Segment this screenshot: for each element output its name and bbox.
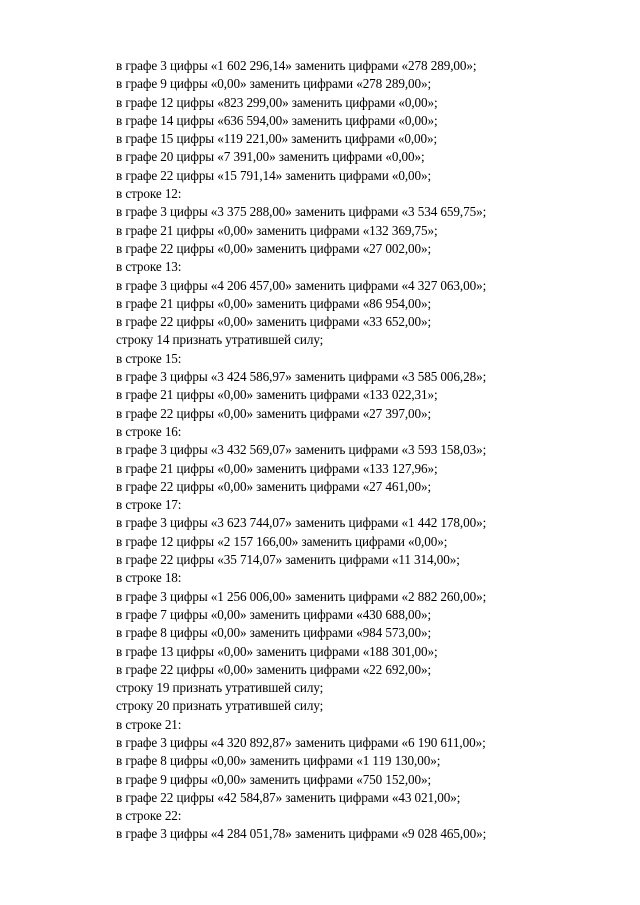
document-line: строку 20 признать утратившей силу; — [116, 698, 324, 714]
document-line: в строке 13: — [116, 259, 182, 275]
document-line: в графе 3 цифры «3 623 744,07» заменить цифрами «1 442 178,00»; — [116, 515, 487, 531]
document-line: в строке 17: — [116, 497, 182, 513]
document-line: в графе 22 цифры «42 584,87» заменить цифрами «43 021,00»; — [116, 789, 461, 805]
document-line: в графе 12 цифры «2 157 166,00» заменить цифрами «0,00»; — [116, 533, 448, 549]
document-line: в графе 13 цифры «0,00» заменить цифрами «188 301,00»; — [116, 643, 438, 659]
document-line: в графе 12 цифры «823 299,00» заменить цифрами «0,00»; — [116, 94, 438, 110]
document-line: в графе 22 цифры «0,00» заменить цифрами «22 692,00»; — [116, 661, 432, 677]
document-line: в строке 15: — [116, 350, 182, 366]
document-line: в графе 8 цифры «0,00» заменить цифрами «1 119 130,00»; — [116, 753, 441, 769]
document-line: в строке 22: — [116, 808, 182, 824]
document-line: в графе 21 цифры «0,00» заменить цифрами «133 022,31»; — [116, 387, 438, 403]
document-line: строку 19 признать утратившей силу; — [116, 680, 324, 696]
document-line: в графе 8 цифры «0,00» заменить цифрами «984 573,00»; — [116, 625, 432, 641]
document-line: в графе 20 цифры «7 391,00» заменить цифрами «0,00»; — [116, 149, 425, 165]
document-line: в графе 9 цифры «0,00» заменить цифрами «278 289,00»; — [116, 76, 432, 92]
document-line: в графе 3 цифры «4 206 457,00» заменить цифрами «4 327 063,00»; — [116, 277, 487, 293]
document-line: в графе 22 цифры «0,00» заменить цифрами «33 652,00»; — [116, 314, 432, 330]
document-body — [116, 57, 576, 844]
document-line: в графе 9 цифры «0,00» заменить цифрами «750 152,00»; — [116, 771, 432, 787]
document-line: в графе 22 цифры «35 714,07» заменить цифрами «11 314,00»; — [116, 552, 460, 568]
document-line: в строке 21: — [116, 716, 182, 732]
document-line: в графе 22 цифры «0,00» заменить цифрами «27 002,00»; — [116, 240, 432, 256]
document-line: в строке 12: — [116, 186, 182, 202]
document-line: в графе 21 цифры «0,00» заменить цифрами «133 127,96»; — [116, 460, 438, 476]
document-line: в графе 3 цифры «4 284 051,78» заменить цифрами «9 028 465,00»; — [116, 826, 487, 842]
document-line: в графе 3 цифры «3 424 586,97» заменить цифрами «3 585 006,28»; — [116, 369, 487, 385]
document-line: в графе 3 цифры «3 375 288,00» заменить цифрами «3 534 659,75»; — [116, 204, 487, 220]
document-line: в графе 15 цифры «119 221,00» заменить цифрами «0,00»; — [116, 131, 438, 147]
document-line: в графе 3 цифры «4 320 892,87» заменить цифрами «6 190 611,00»; — [116, 734, 486, 750]
document-line: в графе 14 цифры «636 594,00» заменить цифрами «0,00»; — [116, 112, 438, 128]
document-line: в графе 22 цифры «15 791,14» заменить цифрами «0,00»; — [116, 167, 432, 183]
document-line: в графе 3 цифры «1 602 296,14» заменить цифрами «278 289,00»; — [116, 58, 477, 73]
document-line: в графе 22 цифры «0,00» заменить цифрами «27 397,00»; — [116, 405, 432, 421]
document-line: в графе 22 цифры «0,00» заменить цифрами «27 461,00»; — [116, 478, 432, 494]
document-line: в строке 18: — [116, 570, 182, 586]
document-line: в графе 3 цифры «3 432 569,07» заменить цифрами «3 593 158,03»; — [116, 442, 487, 458]
document-line: в графе 3 цифры «1 256 006,00» заменить цифрами «2 882 260,00»; — [116, 588, 487, 604]
document-line: в строке 16: — [116, 423, 182, 439]
document-line: в графе 21 цифры «0,00» заменить цифрами «132 369,75»; — [116, 222, 438, 238]
document-line: в графе 7 цифры «0,00» заменить цифрами «430 688,00»; — [116, 606, 432, 622]
document-line: строку 14 признать утратившей силу; — [116, 332, 324, 348]
document-line: в графе 21 цифры «0,00» заменить цифрами «86 954,00»; — [116, 295, 432, 311]
